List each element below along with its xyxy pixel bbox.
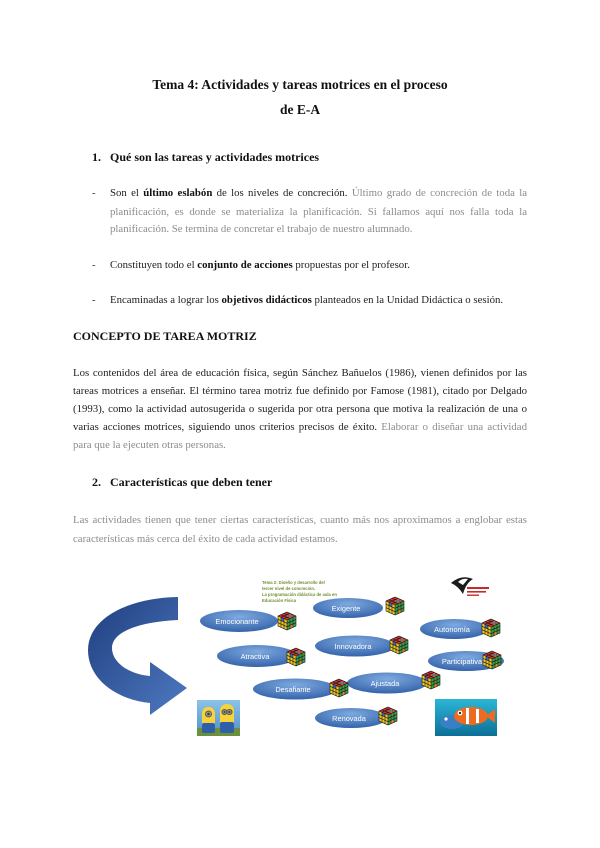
slide-title-line: Tema 2: Diseño y desarrollo del [262,580,325,585]
text-segment: planteados en la Unidad Didáctica o sesión. [311,294,504,306]
muted-text-segment: Elaborar o diseñar una actividad [377,421,527,433]
text-segment: de los niveles de concreción. [212,187,348,199]
concept-paragraph-line-4 [73,420,527,434]
rubiks-cube-icon [390,636,408,654]
text-segment: varias acciones motrices, siguiendo unos criterios precisos de éxito. [73,421,378,433]
fish-photo [435,699,497,736]
slide-title [262,580,337,603]
characteristic-label: Ajustada [370,679,400,688]
muted-text-segment: planificación, es donde se materializa la planificación. Si fallamos aquí nos falla toda la [110,206,527,218]
rubiks-cube-icon [483,651,501,669]
concept-heading: CONCEPTO DE TAREA MOTRIZ [73,329,257,343]
bullet-1-line-1 [110,186,527,200]
section-1-heading [92,149,319,165]
bullet-1-marker: - [92,187,96,199]
bold-term: objetivos didácticos [221,294,312,306]
rubiks-cube-icon [330,679,348,697]
characteristic-renovada [315,707,397,728]
rubiks-cube-icon [287,648,305,666]
text-segment: Son el [110,187,144,199]
characteristic-label: Exigente [331,604,361,613]
slide-title-line: La programación didáctica de aula en [262,592,337,597]
characteristic-atractiva [217,645,305,667]
bullet-2-marker: - [92,259,96,271]
text-segment: Encaminadas a lograr los [110,294,222,306]
bullet-1-line-2 [110,205,527,219]
rubiks-cube-icon [422,671,440,689]
minions-photo [197,700,240,736]
characteristic-autonomia [420,619,500,639]
bold-term: conjunto de acciones [197,259,293,271]
characteristic-label: Innovadora [334,642,372,651]
characteristic-participativa [428,651,504,671]
rubiks-cube-icon [482,619,500,637]
university-logo [451,577,489,596]
characteristic-desafiante [253,679,348,700]
rubiks-cube-icon [386,597,404,615]
bullet-3-marker: - [92,294,96,306]
characteristic-ajustada [347,671,440,694]
concept-paragraph-line-2 [73,384,527,398]
characteristic-innovadora [315,636,408,657]
muted-text-segment: planificación. Se termina de concretar el trabajo de nuestro alumnado. [110,223,413,235]
rubiks-cube-icon [278,612,296,630]
bullet-3-line-1 [110,293,527,307]
section-2-heading [92,474,272,490]
section-2-title: Características que deben tener [110,475,273,489]
characteristic-label: Renovada [332,714,366,723]
document-title-line-2: de E-A [279,102,321,117]
text-segment: tareas motrices a enseñar. El término tarea motriz fue definido por Famose (1981), citado por Delgado [73,385,527,397]
slide-title-line: Educación Física [262,598,297,603]
concept-paragraph-line-5 [73,438,527,452]
text-segment: propuestas por el profesor. [292,259,410,271]
characteristic-label: Atractiva [240,652,270,661]
muted-text-segment: para que la ejecuten otras personas. [73,439,226,451]
bullet-2-line-1 [110,258,527,272]
activity-characteristics-figure [85,572,530,747]
muted-text-segment: Último grado de concreción de toda la [347,187,527,199]
section-2-number: 2. [92,475,101,489]
characteristic-label: Emocionante [215,617,259,626]
slide-title-line: tercer nivel de concreción. [262,586,316,591]
text-segment: (1993), como la actividad autosugerida o sugerida por otra persona que motiva la realización de una o [73,403,527,415]
bold-term: último eslabón [143,187,213,199]
section-2-paragraph-line-2: características más cerca del éxito de cada actividad estamos. [73,533,338,545]
document-title-line-1: Tema 4: Actividades y tareas motrices en el proceso [152,77,448,92]
section-2-paragraph-line-1: Las actividades tienen que tener ciertas características, cuanto más nos aproximamos a englobar estas [73,514,527,526]
concept-paragraph-line-3 [73,402,527,416]
rubiks-cube-icon [379,707,397,725]
concept-paragraph-line-1 [73,366,527,380]
section-1-number: 1. [92,150,101,164]
curved-arrow-icon [88,597,187,715]
characteristic-label: Autonomía [434,625,470,634]
bullet-1-line-3 [110,222,527,236]
section-1-title: Qué son las tareas y actividades motrices [110,150,320,164]
characteristic-emocionante [200,610,296,632]
characteristic-label: Participativa [441,657,483,666]
text-segment: Los contenidos del área de educación física, según Sánchez Bañuelos (1986), vienen definidos por las [73,367,527,379]
text-segment: Constituyen todo el [110,259,198,271]
characteristic-exigente [313,597,404,618]
characteristic-label: Desafiante [275,685,311,694]
